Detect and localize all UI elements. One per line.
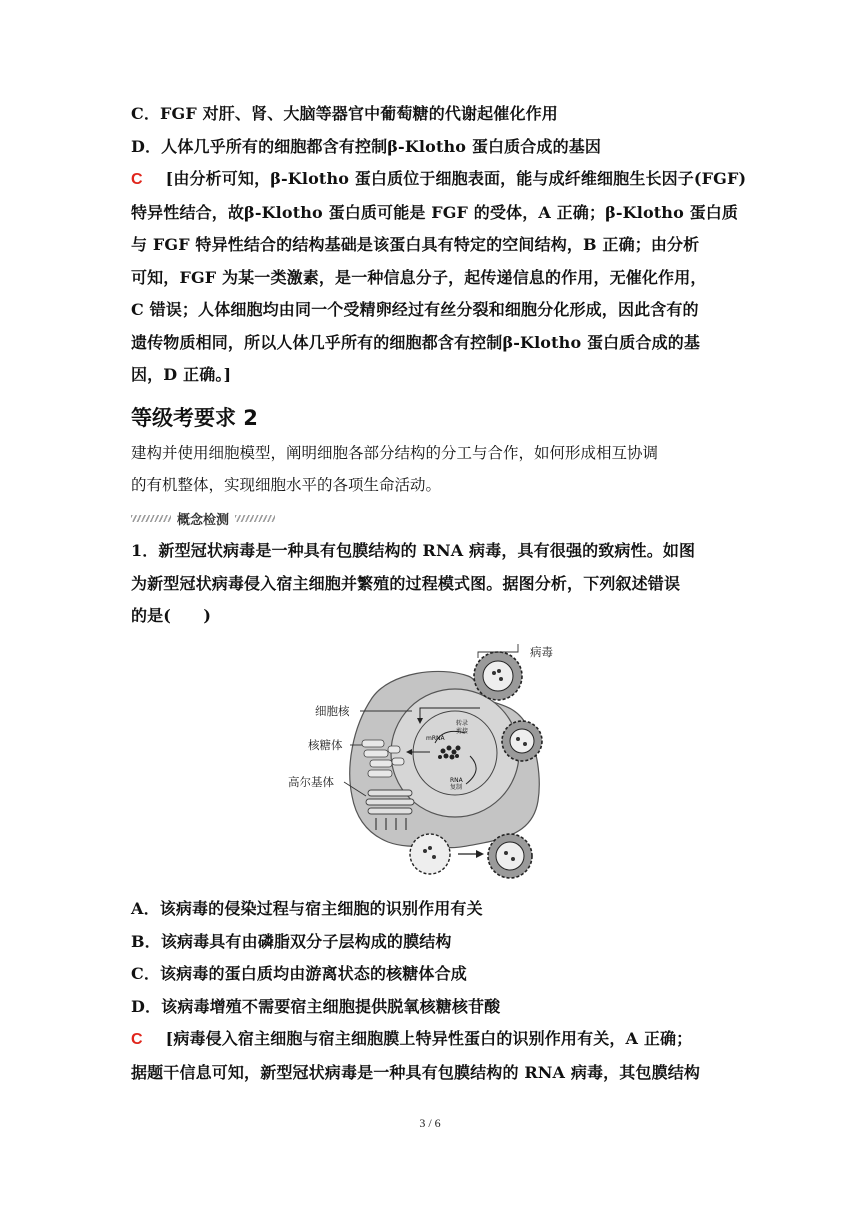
label-virus: 病毒: [530, 645, 553, 659]
concept-label-text: 概念检测: [177, 512, 230, 528]
requirement-line: 的有机整体，实现细胞水平的各项生命活动。: [131, 476, 442, 494]
virus-budding: [410, 834, 450, 874]
explanation-line: 据题干信息可知，新型冠状病毒是一种具有包膜结构的 RNA 病毒，其包膜结构: [131, 1062, 701, 1082]
explanation-line-7: 因，D 正确。]: [131, 365, 232, 384]
answer-line: [131, 1023, 731, 1057]
virus-infection-diagram: [280, 636, 580, 888]
stem-line: 的是( ): [131, 606, 212, 625]
concept-check-label: [131, 507, 275, 529]
label-ribosome: 核糖体: [308, 738, 343, 752]
label-transcribe: 转录: [456, 720, 469, 727]
explanation-text: [由分析可知，β-Klotho 蛋白质位于细胞表面，能与成纤维细胞生长因子(FGF): [165, 169, 747, 188]
requirement-text: [131, 437, 731, 501]
previous-question: [131, 98, 747, 392]
virus-particle: [474, 652, 522, 700]
answer-letter: C: [131, 1031, 143, 1048]
stem-line: 为新型冠状病毒侵入宿主细胞并繁殖的过程模式图。据图分析，下列叙述错误: [131, 573, 681, 593]
option-b: B．该病毒具有由磷脂双分子层构成的膜结构: [131, 931, 452, 951]
explanation-line-3: 与 FGF 特异性结合的结构基础是该蛋白具有特定的空间结构，B 正确；由分析: [131, 235, 700, 254]
label-rna: RNA: [450, 777, 463, 784]
explanation-line-6: 遗传物质相同，所以人体几乎所有的细胞都含有控制β-Klotho 蛋白质合成的基: [131, 332, 701, 352]
explanation-line-5: C 错误；人体细胞均由同一个受精卵经过有丝分裂和细胞分化形成，因此含有的: [131, 300, 699, 319]
label-replicate: 复制: [450, 784, 463, 791]
question-options: [131, 893, 731, 1089]
requirement-line: 建构并使用细胞模型，阐明细胞各部分结构的分工与合作，如何形成相互协调: [131, 444, 659, 462]
question-stem: [131, 535, 731, 633]
virus-entering: [502, 721, 542, 761]
option-c: C．FGF 对肝、肾、大脑等器官中葡萄糖的代谢起催化作用: [131, 104, 558, 123]
label-golgi: 高尔基体: [288, 775, 334, 789]
explanation-line-2: 特异性结合，故β-Klotho 蛋白质可能是 FGF 的受体，A 正确；β-Klotho 蛋白质: [131, 202, 739, 222]
option-d: D．该病毒增殖不需要宿主细胞提供脱氧核糖核苷酸: [131, 996, 501, 1016]
section-heading: 等级考要求 2: [131, 406, 258, 430]
label-mrna: mRNA: [426, 735, 445, 742]
hatch-decoration: [235, 515, 275, 522]
virus-released: [488, 834, 532, 878]
option-a: A．该病毒的侵染过程与宿主细胞的识别作用有关: [131, 899, 483, 918]
option-d: D．人体几乎所有的细胞都含有控制β-Klotho 蛋白质合成的基因: [131, 136, 602, 156]
page-number: 3 / 6: [419, 1116, 441, 1130]
explanation-line-4: 可知，FGF 为某一类激素，是一种信息分子，起传递信息的作用，无催化作用，: [131, 267, 707, 287]
answer-letter: C: [131, 171, 143, 188]
label-nucleus: 细胞核: [315, 704, 350, 718]
hatch-decoration: [131, 515, 171, 522]
option-c: C．该病毒的蛋白质均由游离状态的核糖体合成: [131, 964, 467, 983]
stem-line: 1．新型冠状病毒是一种具有包膜结构的 RNA 病毒，具有很强的致病性。如图: [131, 541, 696, 560]
explanation-text: [病毒侵入宿主细胞与宿主细胞膜上特异性蛋白的识别作用有关，A 正确；: [165, 1029, 693, 1048]
label-splice: 剪接: [456, 728, 469, 735]
golgi-apparatus: [366, 790, 414, 814]
explanation-line-1: [131, 163, 747, 197]
